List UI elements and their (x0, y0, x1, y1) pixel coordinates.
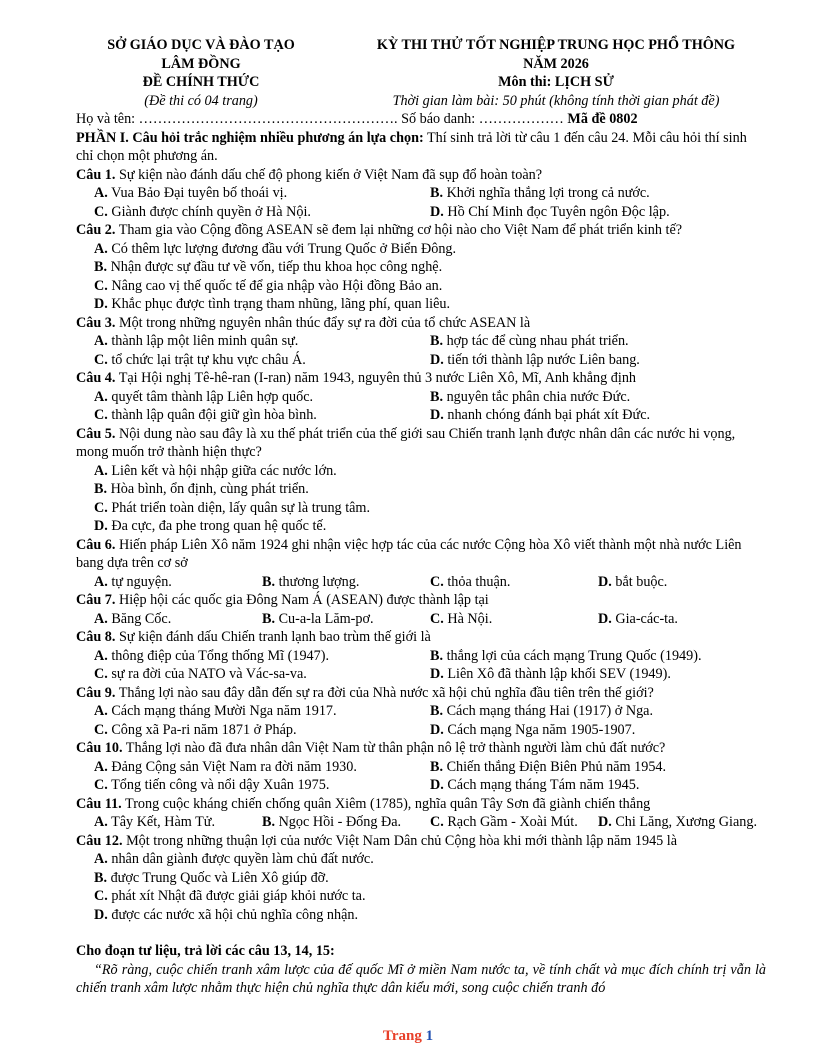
answer-option (94, 907, 358, 923)
question-9 (76, 684, 766, 740)
question-text: Thắng lợi nào đã đưa nhân dân Việt Nam từ thân phận nô lệ trở thành người làm chủ đất nước? (122, 740, 666, 756)
answer-option (430, 406, 766, 425)
answer-option (430, 573, 598, 592)
question-10 (76, 739, 766, 795)
option-text: Liên kết và hội nhập giữa các nước lớn. (107, 462, 337, 479)
option-row (76, 517, 766, 536)
question-12 (76, 832, 766, 925)
option-text: Công xã Pa-ri năm 1871 ở Pháp. (107, 721, 297, 738)
option-text: phát xít Nhật đã được giải giáp khỏi nước ta. (107, 888, 366, 904)
option-row (76, 758, 766, 777)
option-letter: D. (598, 573, 612, 590)
answer-option (430, 702, 766, 721)
question-number: Câu 7. (76, 592, 116, 608)
option-letter: B. (94, 259, 108, 275)
option-letter: C. (94, 888, 108, 904)
option-row (76, 647, 766, 666)
question-text: Một trong những thuận lợi của nước Việt Nam Dân chủ Cộng hòa khi mới thành lập năm 1945 là (122, 832, 678, 849)
option-row (76, 610, 766, 629)
question-text: Trong cuộc kháng chiến chống quân Xiêm (1785), nghĩa quân Tây Sơn đã giành chiến thắng (121, 795, 651, 812)
option-row (76, 258, 766, 277)
question-text: Nội dung nào sau đây là xu thế phát triển của thế giới sau Chiến tranh lạnh được nhân dân các nước hi vọng, mong muốn trở thành hiện thực? (76, 425, 736, 460)
answer-option (262, 573, 430, 592)
question-number: Câu 2. (76, 222, 116, 238)
question-list (76, 166, 766, 925)
question-number: Câu 11. (76, 795, 122, 812)
answer-option (94, 388, 430, 407)
option-letter: B. (94, 869, 108, 886)
option-letter: B. (430, 758, 444, 775)
option-letter: C. (430, 573, 444, 590)
option-letter: A. (94, 388, 108, 405)
question-stem (76, 369, 766, 388)
answer-option (94, 296, 450, 312)
option-text: nhân dân giành được quyền làm chủ đất nước. (107, 851, 374, 867)
option-text: Hồ Chí Minh đọc Tuyên ngôn Độc lập. (443, 203, 670, 220)
question-3 (76, 314, 766, 370)
option-letter: B. (94, 481, 108, 497)
answer-option (94, 500, 370, 516)
option-letter: C. (94, 777, 108, 793)
option-letter: B. (430, 333, 444, 349)
option-row (76, 906, 766, 925)
question-text: Tham gia vào Cộng đồng ASEAN sẽ đem lại những cơ hội nào cho Việt Nam để phát triển kinh tế? (115, 222, 683, 238)
question-7 (76, 591, 766, 628)
answer-option (94, 758, 430, 777)
question-number: Câu 10. (76, 740, 123, 756)
option-row (76, 721, 766, 740)
option-text: Cu-a-la Lăm-pơ. (275, 610, 374, 627)
answer-option (94, 203, 430, 222)
option-row (76, 702, 766, 721)
question-text: Sự kiện nào đánh dấu chế độ phong kiến ở Việt Nam đã sụp đổ hoàn toàn? (115, 166, 543, 183)
question-number: Câu 9. (76, 684, 116, 701)
answer-option (94, 813, 262, 832)
answer-option (94, 241, 456, 257)
part1-description: Thí sinh trả lời từ câu 1 đến câu 24. Mỗi câu hỏi thí sinh chỉ chọn một phương án. (76, 129, 747, 164)
option-text: thành lập một liên minh quân sự. (107, 333, 299, 349)
option-letter: C. (94, 203, 108, 220)
option-text: Giành được chính quyền ở Hà Nội. (107, 203, 311, 220)
option-row (76, 295, 766, 314)
question-stem (76, 795, 766, 814)
option-letter: D. (430, 777, 444, 793)
option-text: Băng Cốc. (107, 610, 172, 627)
option-text: Nâng cao vị thế quốc tế để gia nhập vào Hội đồng Bảo an. (107, 277, 443, 294)
page-count-note: (Đề thi có 04 trang) (144, 92, 258, 109)
option-row (76, 184, 766, 203)
answer-option (430, 721, 766, 740)
province-name: LÂM ĐỒNG (161, 55, 241, 72)
option-text: thắng lợi của cách mạng Trung Quốc (1949). (443, 647, 702, 664)
question-stem (76, 628, 766, 647)
candidate-name-field: Họ và tên: ………………………………………………. Số báo danh: ……………… (76, 111, 564, 127)
option-text: bắt buộc. (611, 573, 668, 590)
subject-label: Môn thi: LỊCH SỬ (498, 74, 614, 90)
option-letter: A. (94, 814, 108, 830)
option-letter: C. (94, 351, 108, 368)
question-stem (76, 536, 766, 573)
option-text: Cách mạng tháng Hai (1917) ở Nga. (443, 703, 654, 719)
option-text: thông điệp của Tổng thống Mĩ (1947). (107, 647, 329, 664)
option-letter: C. (94, 666, 108, 682)
option-letter: C. (94, 277, 108, 294)
option-text: được Trung Quốc và Liên Xô giúp đỡ. (107, 869, 329, 886)
option-text: thành lập quân đội giữ gìn hòa bình. (107, 407, 317, 423)
part1-instructions (76, 129, 766, 166)
question-4 (76, 369, 766, 425)
option-row (76, 887, 766, 906)
answer-option (430, 758, 766, 777)
option-text: sự ra đời của NATO và Vác-sa-va. (107, 666, 307, 682)
question-text: Một trong những nguyên nhân thúc đẩy sự ra đời của tổ chức ASEAN là (115, 314, 531, 331)
answer-option (94, 721, 430, 740)
option-text: nhanh chóng đánh bại phát xít Đức. (443, 407, 651, 423)
answer-option (430, 203, 766, 222)
option-text: Chi Lăng, Xương Giang. (611, 814, 758, 830)
option-text: quyết tâm thành lập Liên hợp quốc. (107, 388, 314, 405)
option-letter: B. (430, 388, 444, 405)
option-letter: A. (94, 610, 108, 627)
question-stem (76, 684, 766, 703)
answer-option (94, 332, 430, 351)
question-text: Hiệp hội các quốc gia Đông Nam Á (ASEAN) được thành lập tại (115, 592, 489, 608)
option-row (76, 776, 766, 795)
option-text: Ngọc Hồi - Đống Đa. (275, 814, 402, 830)
option-row (76, 388, 766, 407)
answer-option (94, 610, 262, 629)
option-letter: A. (94, 573, 108, 590)
question-text: Tại Hội nghị Tê-hê-ran (I-ran) năm 1943, nguyên thủ 3 nước Liên Xô, Mĩ, Anh khẳng định (115, 370, 637, 386)
option-row (76, 351, 766, 370)
option-row (76, 573, 766, 592)
answer-option (598, 610, 766, 629)
option-letter: D. (430, 666, 444, 682)
option-row (76, 277, 766, 296)
page-footer (0, 1028, 816, 1045)
option-text: Liên Xô đã thành lập khối SEV (1949). (443, 666, 671, 682)
option-letter: D. (94, 296, 108, 312)
option-row (76, 480, 766, 499)
header-left (76, 36, 326, 110)
option-row (76, 462, 766, 481)
question-text: Thắng lợi nào sau đây dẫn đến sự ra đời của Nhà nước xã hội chủ nghĩa đầu tiên trên thế giới? (115, 684, 654, 701)
option-letter: C. (94, 407, 108, 423)
answer-option (430, 351, 766, 370)
option-row (76, 813, 766, 832)
answer-option (430, 332, 766, 351)
option-text: Đa cực, đa phe trong quan hệ quốc tế. (107, 518, 327, 534)
answer-option (94, 184, 430, 203)
option-text: thỏa thuận. (443, 573, 511, 590)
option-row (76, 332, 766, 351)
question-stem (76, 591, 766, 610)
answer-option (430, 388, 766, 407)
question-text: Sự kiện đánh dấu Chiến tranh lạnh bao trùm thế giới là (115, 629, 431, 645)
option-letter: B. (262, 573, 276, 590)
option-letter: D. (430, 203, 444, 220)
spacer (76, 924, 766, 942)
answer-option (94, 647, 430, 666)
question-number: Câu 8. (76, 629, 116, 645)
answer-option (262, 813, 430, 832)
option-text: tiến tới thành lập nước Liên bang. (443, 351, 640, 368)
option-text: Cách mạng tháng Tám năm 1945. (443, 777, 640, 793)
answer-option (430, 610, 598, 629)
option-letter: D. (598, 610, 612, 627)
option-text: Nhận được sự đầu tư về vốn, tiếp thu khoa học công nghệ. (107, 259, 443, 275)
option-text: Cách mạng Nga năm 1905-1907. (443, 721, 636, 738)
answer-option (94, 259, 442, 275)
answer-option (94, 351, 430, 370)
option-text: Tổng tiến công và nổi dậy Xuân 1975. (107, 777, 330, 793)
answer-option (598, 813, 766, 832)
option-letter: A. (94, 851, 108, 867)
option-text: Hà Nội. (443, 610, 493, 627)
option-row (76, 240, 766, 259)
answer-option (430, 184, 766, 203)
option-text: Chiến thắng Điện Biên Phủ năm 1954. (443, 758, 667, 775)
option-letter: B. (430, 703, 444, 719)
option-text: Khắc phục được tình trạng tham nhũng, lãng phí, quan liêu. (107, 296, 451, 312)
answer-option (598, 573, 766, 592)
option-text: Gia-các-ta. (611, 610, 678, 627)
passage-title: Cho đoạn tư liệu, trả lời các câu 13, 14, 15: (76, 943, 335, 959)
department-name: SỞ GIÁO DỤC VÀ ĐÀO TẠO (107, 37, 295, 53)
option-text: tổ chức lại trật tự khu vực châu Á. (107, 351, 306, 368)
option-letter: C. (94, 499, 108, 516)
question-5 (76, 425, 766, 536)
option-letter: B. (262, 814, 276, 830)
option-letter: B. (430, 185, 444, 201)
option-letter: C. (430, 610, 444, 627)
option-letter: A. (94, 185, 108, 201)
option-text: Phát triển toàn diện, lấy quân sự là trung tâm. (107, 499, 371, 516)
question-stem (76, 425, 766, 462)
answer-option (94, 278, 442, 294)
option-letter: B. (262, 610, 276, 627)
option-text: Rạch Gầm - Xoài Mút. (443, 814, 578, 830)
question-11 (76, 795, 766, 832)
answer-option (94, 776, 430, 795)
option-letter: D. (94, 518, 108, 534)
question-2 (76, 221, 766, 314)
option-letter: A. (94, 333, 108, 349)
answer-option (94, 851, 374, 867)
answer-option (94, 702, 430, 721)
part1-title: PHẦN I. Câu hỏi trắc nghiệm nhiều phương án lựa chọn: (76, 129, 424, 146)
question-text: Hiến pháp Liên Xô năm 1924 ghi nhận việc hợp tác của các nước Cộng hòa Xô viết thành một nhà nước Liên bang dựa trên cơ sở (76, 536, 742, 571)
option-row (76, 850, 766, 869)
exam-year: NĂM 2026 (523, 55, 589, 72)
question-stem (76, 314, 766, 333)
exam-code: Mã đề 0802 (567, 111, 638, 127)
answer-option (94, 481, 309, 497)
option-text: Có thêm lực lượng đương đầu với Trung Quốc ở Biển Đông. (107, 240, 457, 257)
question-number: Câu 3. (76, 314, 116, 331)
passage-text: “Rõ ràng, cuộc chiến tranh xâm lược của đế quốc Mĩ ở miền Nam nước ta, về tính chất và mục đích chính trị vẫn là chiến tranh xâm lược nhằm thực hiện chủ nghĩa thực dân kiểu mới, song cuộc chiến tranh đó (76, 961, 766, 996)
answer-option (430, 647, 766, 666)
answer-option (430, 776, 766, 795)
answer-option (430, 813, 598, 832)
answer-option (94, 573, 262, 592)
answer-option (262, 610, 430, 629)
option-text: tự nguyện. (107, 573, 172, 590)
exam-title: KỲ THI THỬ TỐT NGHIỆP TRUNG HỌC PHỔ THÔNG (376, 37, 736, 53)
question-6 (76, 536, 766, 592)
exam-page (76, 36, 766, 998)
answer-option (430, 665, 766, 684)
header-right (346, 36, 766, 110)
option-row (76, 406, 766, 425)
option-letter: A. (94, 240, 108, 257)
option-letter: D. (94, 906, 108, 923)
question-number: Câu 1. (76, 166, 116, 183)
official-label: ĐỀ CHÍNH THỨC (142, 74, 260, 90)
option-letter: C. (430, 814, 444, 830)
answer-option (94, 870, 329, 886)
option-letter: A. (94, 462, 108, 479)
option-text: Cách mạng tháng Mười Nga năm 1917. (107, 703, 337, 719)
option-text: Tây Kết, Hàm Tử. (107, 814, 216, 830)
option-text: Đảng Cộng sản Việt Nam ra đời năm 1930. (107, 758, 357, 775)
answer-option (94, 518, 326, 534)
page-label: Trang (382, 1028, 422, 1044)
option-row (76, 203, 766, 222)
option-text: Hòa bình, ổn định, cùng phát triển. (107, 481, 309, 497)
option-letter: C. (94, 721, 108, 738)
answer-option (94, 463, 337, 479)
candidate-line (76, 110, 766, 129)
time-note: Thời gian làm bài: 50 phút (không tính thời gian phát đề) (392, 92, 720, 109)
option-letter: A. (94, 647, 108, 664)
option-letter: B. (430, 647, 444, 664)
exam-header (76, 36, 766, 110)
question-stem (76, 739, 766, 758)
option-letter: D. (598, 814, 612, 830)
option-text: Khởi nghĩa thắng lợi trong cả nước. (443, 185, 650, 201)
option-letter: A. (94, 703, 108, 719)
option-text: hợp tác để cùng nhau phát triển. (443, 333, 629, 349)
question-stem (76, 221, 766, 240)
option-text: được các nước xã hội chủ nghĩa công nhận. (107, 906, 359, 923)
answer-option (94, 665, 430, 684)
option-row (76, 499, 766, 518)
option-letter: D. (430, 351, 444, 368)
option-text: Vua Bảo Đại tuyên bố thoái vị. (107, 185, 288, 201)
option-row (76, 665, 766, 684)
option-letter: D. (430, 407, 444, 423)
answer-option (94, 406, 430, 425)
question-number: Câu 12. (76, 832, 123, 849)
question-number: Câu 6. (76, 536, 116, 553)
option-letter: A. (94, 758, 108, 775)
page-number: 1 (425, 1028, 434, 1044)
question-number: Câu 4. (76, 370, 116, 386)
question-1 (76, 166, 766, 222)
question-number: Câu 5. (76, 425, 116, 442)
option-row (76, 869, 766, 888)
option-text: thương lượng. (275, 573, 360, 590)
option-text: nguyên tắc phân chia nước Đức. (443, 388, 631, 405)
question-8 (76, 628, 766, 684)
question-stem (76, 832, 766, 851)
question-stem (76, 166, 766, 185)
option-letter: D. (430, 721, 444, 738)
answer-option (94, 888, 366, 904)
